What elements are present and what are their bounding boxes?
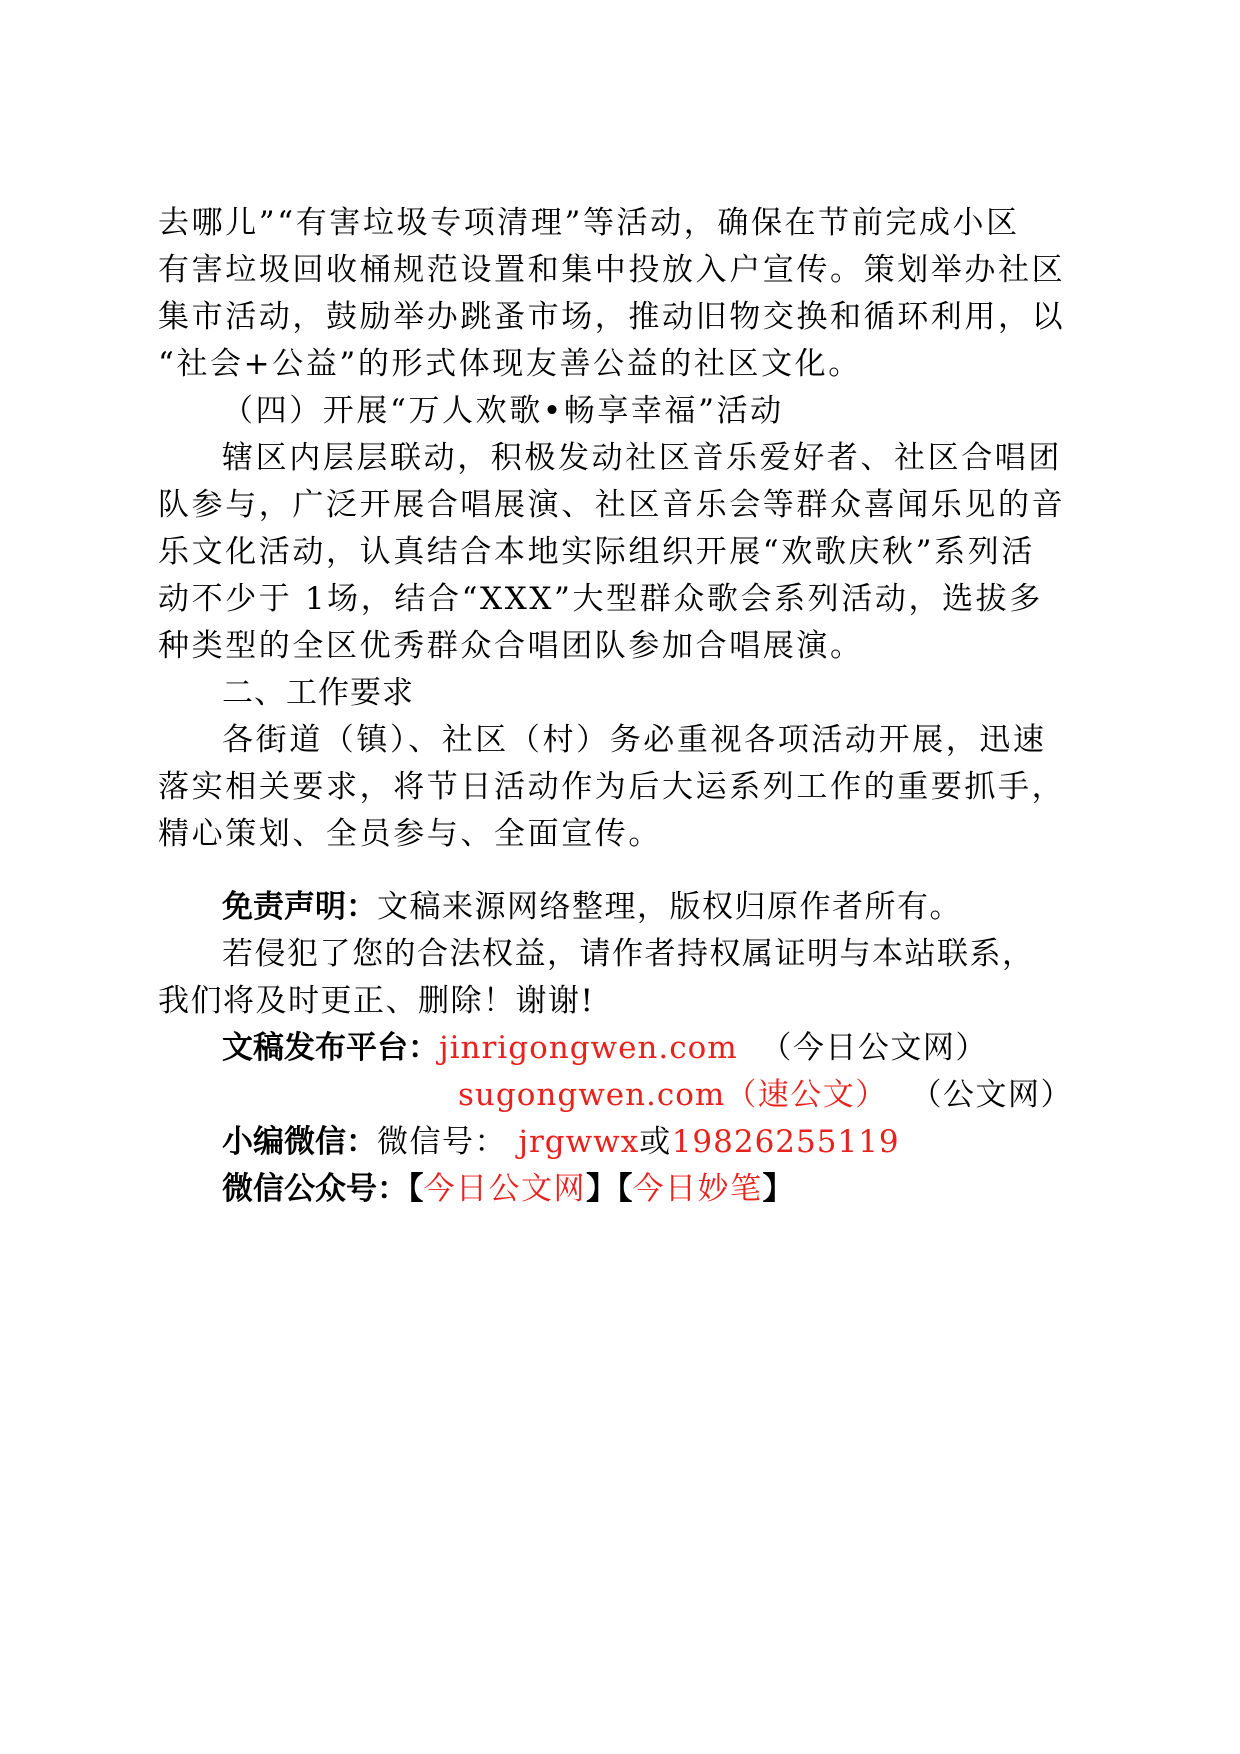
- public-account-label: 微信公众号：: [222, 1171, 408, 1207]
- disclaimer-text: 文稿来源网络整理，版权归原作者所有。: [377, 889, 962, 925]
- platform-name-2: （公文网）: [910, 1077, 1074, 1113]
- wechat-prefix: 微信号：: [377, 1124, 507, 1160]
- body-line: “社会+公益”的形式体现友善公益的社区文化。: [158, 346, 862, 382]
- body-line: 乐文化活动，认真结合本地实际组织开展“欢歌庆秋”系列活: [158, 534, 1035, 570]
- wechat-line: [158, 1119, 1082, 1166]
- disclaimer-label: 免责声明：: [222, 889, 377, 925]
- public-account-jinrigongwen[interactable]: 今日公文网: [423, 1171, 586, 1207]
- bracket-open: 【: [617, 1171, 633, 1207]
- platform-link-jinrigongwen[interactable]: jinrigongwen.com: [439, 1030, 738, 1066]
- body-line: 精心策划、全员参与、全面宣传。: [158, 816, 662, 852]
- public-account-jinrimiaobi[interactable]: 今日妙笔: [632, 1171, 763, 1207]
- document-body: [158, 200, 1082, 858]
- bracket-open: 【: [408, 1171, 424, 1207]
- body-line: 各街道（镇）、社区（村）务必重视各项活动开展，迅速: [222, 722, 1047, 758]
- body-line: 队参与，广泛开展合唱展演、社区音乐会等群众喜闻乐见的音: [158, 487, 1066, 523]
- bracket-close: 】: [762, 1171, 794, 1207]
- disclaimer-block: [158, 884, 1082, 1213]
- platform-alias-2: （速公文）: [725, 1077, 888, 1113]
- wechat-label: 小编微信：: [222, 1124, 377, 1160]
- platform-line: [158, 1025, 1082, 1072]
- wechat-id[interactable]: jrgwwx: [518, 1124, 640, 1160]
- body-line: 有害垃圾回收桶规范设置和集中投放入户宣传。策划举办社区: [158, 252, 1066, 288]
- bracket-close: 】: [586, 1171, 617, 1207]
- platform-name-1: （今日公文网）: [760, 1030, 988, 1066]
- public-account-line: [158, 1166, 1082, 1213]
- disclaimer-line: 我们将及时更正、删除！谢谢!: [158, 983, 595, 1019]
- wechat-phone[interactable]: 19826255119: [671, 1124, 900, 1160]
- disclaimer-line: 若侵犯了您的合法权益，请作者持权属证明与本站联系，: [222, 936, 1035, 972]
- platform-label: 文稿发布平台：: [222, 1030, 439, 1066]
- body-line: 去哪儿”“有害垃圾专项清理”等活动，确保在节前完成小区: [158, 205, 1020, 241]
- platform-line: [158, 1072, 1082, 1119]
- body-line: 动不少于 1场，结合“XXX”大型群众歌会系列活动，选拔多: [158, 581, 1043, 617]
- body-line: 集市活动，鼓励举办跳蚤市场，推动旧物交换和循环利用，以: [158, 299, 1066, 335]
- section-2-heading: 二、工作要求: [222, 675, 414, 711]
- body-line: 种类型的全区优秀群众合唱团队参加合唱展演。: [158, 628, 864, 664]
- body-line: 辖区内层层联动，积极发动社区音乐爱好者、社区合唱团: [222, 440, 1062, 476]
- platform-link-sugongwen[interactable]: sugongwen.com: [458, 1077, 726, 1113]
- wechat-or: 或: [639, 1124, 672, 1160]
- body-line: 落实相关要求，将节日活动作为后大运系列工作的重要抓手，: [158, 769, 1066, 805]
- section-4-heading: （四）开展“万人欢歌•畅享幸福”活动: [222, 393, 784, 429]
- disclaimer-line: [158, 884, 1082, 931]
